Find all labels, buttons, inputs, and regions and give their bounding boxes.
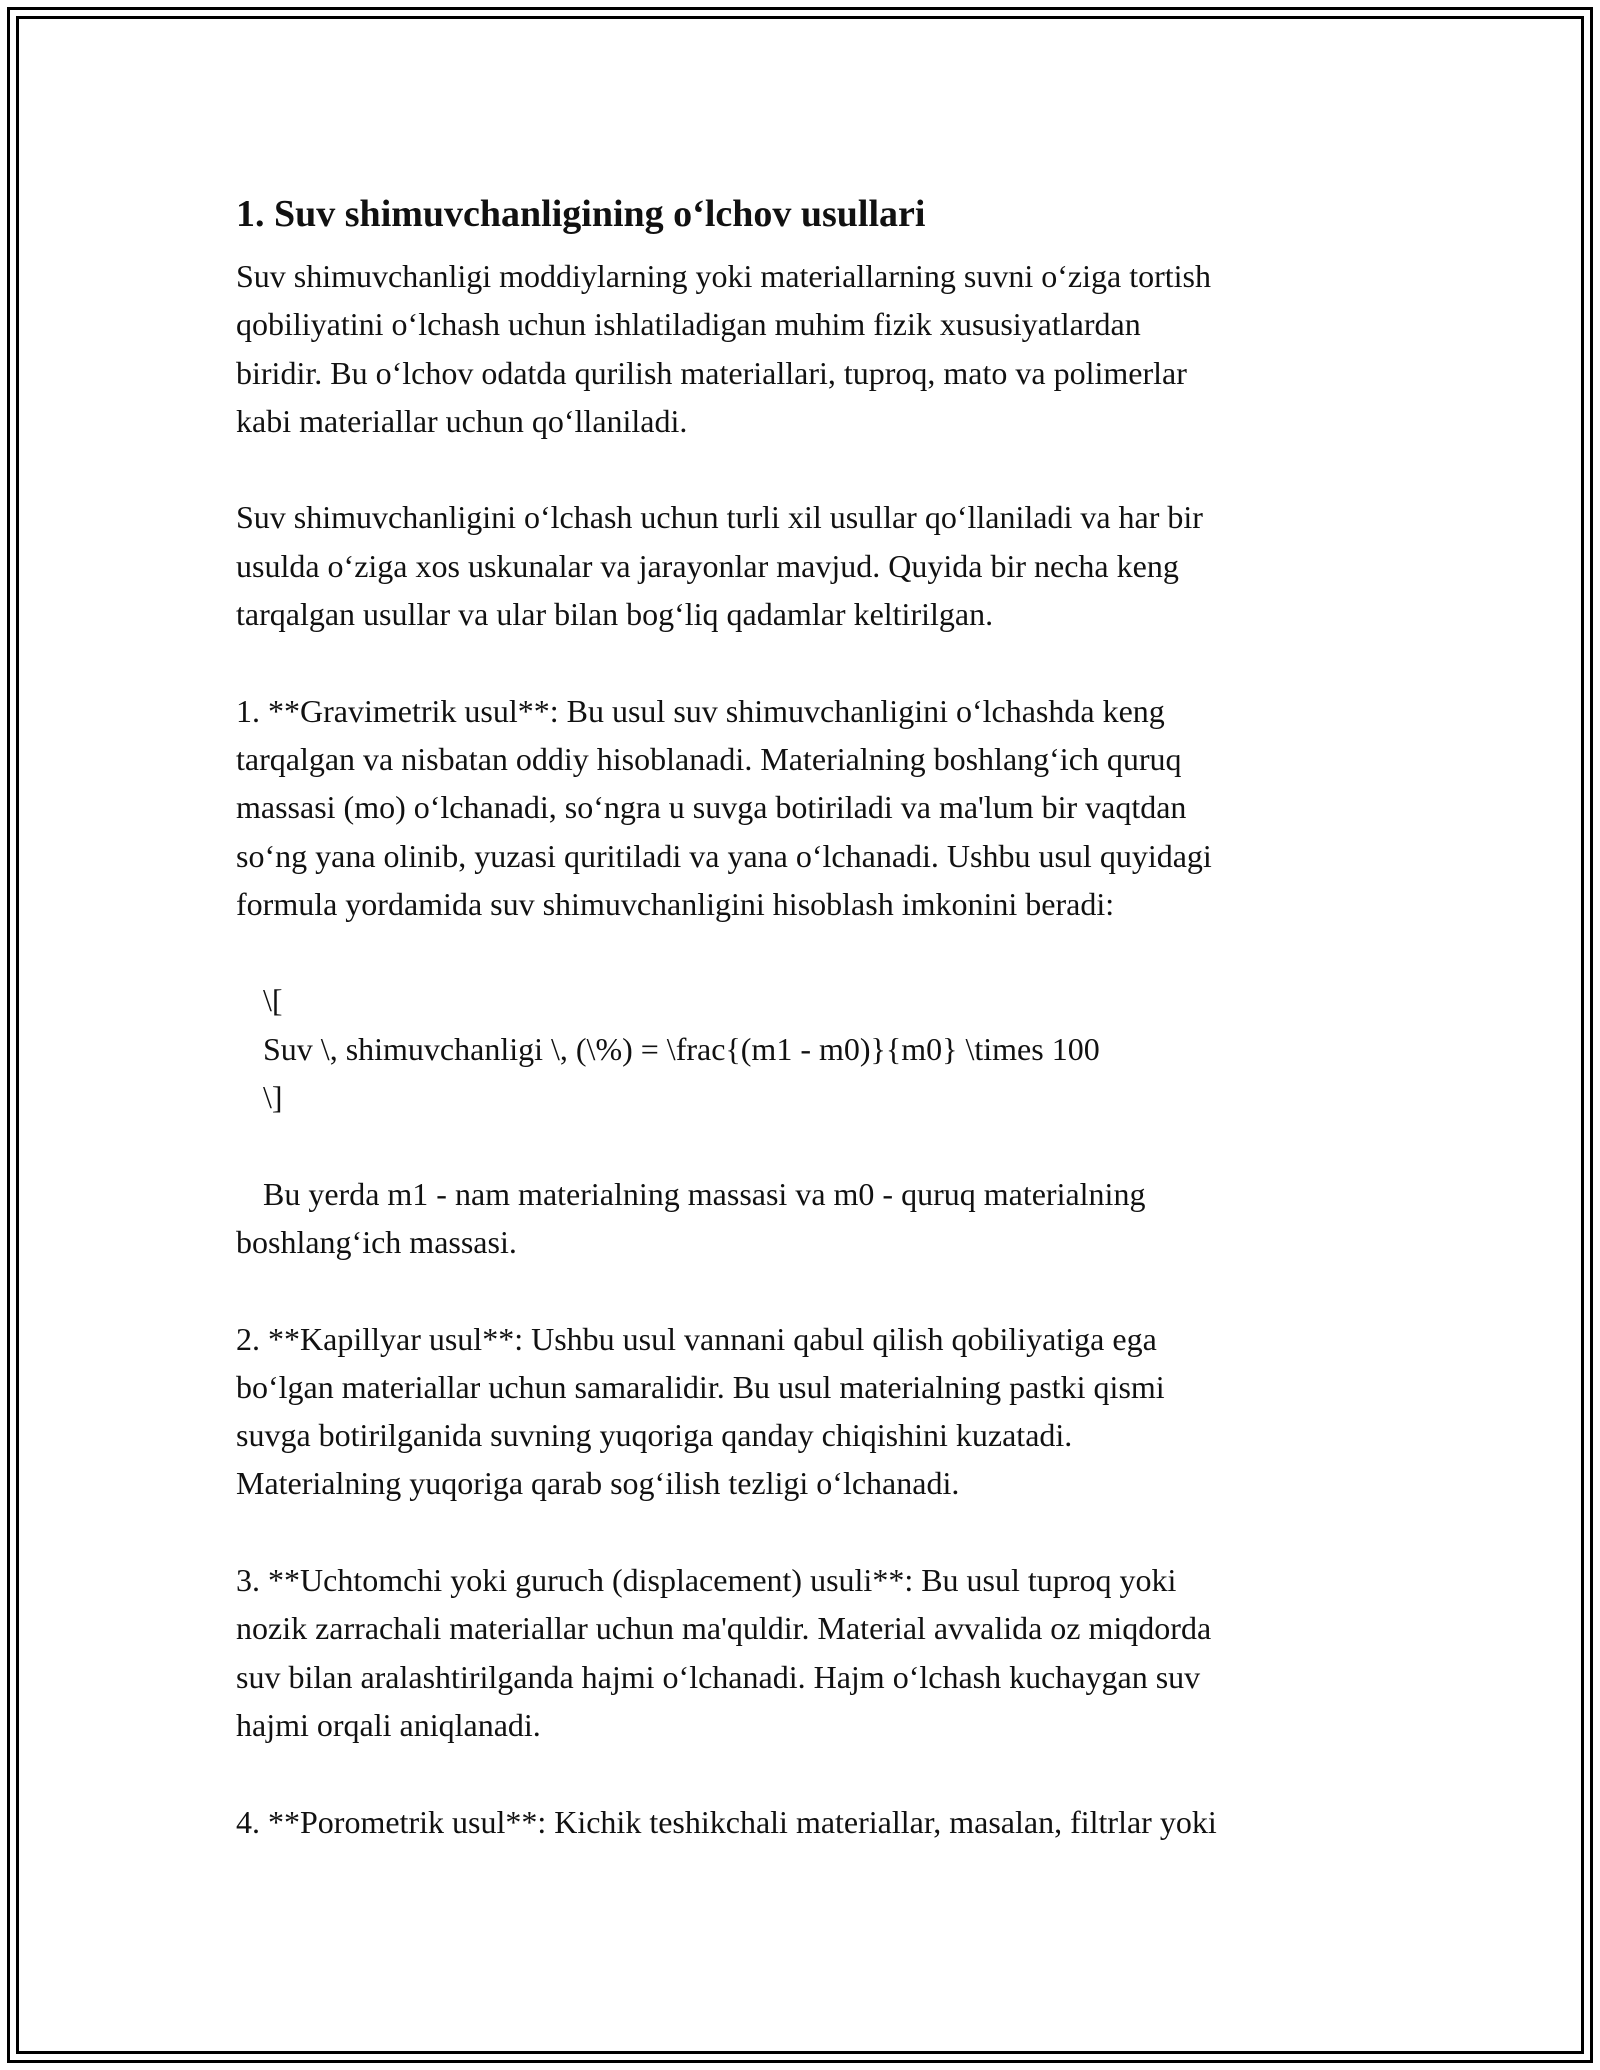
displacement-method-paragraph: 3. **Uchtomchi yoki guruch (displacement) usuli**: Bu usul tuproq yoki nozik zarrachali materiallar uchun ma'quldir. Material avvalida oz miqdorda suv bilan aralashtirilganda hajmi o‘lchanadi. Hajm o‘lchash kuchaygan suv hajmi orqali aniqlanadi. (236, 1562, 1212, 1743)
capillary-method-paragraph: 2. **Kapillyar usul**: Ushbu usul vannani qabul qilish qobiliyatiga ega bo‘lgan materiallar uchun samaralidir. Bu usul materialning pastki qismi suvga botirilganida suvning yuqoriga qanday chiqishini kuzatadi. Materialning yuqoriga qarab sog‘ilish tezligi o‘lchanadi. (236, 1320, 1165, 1502)
intro-paragraph: Suv shimuvchanligi moddiylarning yoki materiallarning suvni o‘ziga tortish qobiliyatini o‘lchash uchun ishlatiladigan muhim fizik xususiyatlardan biridir. Bu o‘lchov odatda qurilish materiallari, tuproq, mato va polimerlar kabi materiallar uchun qo‘llaniladi. (236, 258, 1211, 439)
formula-block: \[ Suv \, shimuvchanligi \, (\%) = \frac{(m1 - m0)}{m0} \times 100 \] (263, 982, 1100, 1116)
methods-overview-paragraph: Suv shimuvchanligini o‘lchash uchun turli xil usullar qo‘llaniladi va har bir usulda o‘ziga xos uskunalar va jarayonlar mavjud. Quyida bir necha keng tarqalgan usullar va ular bilan bog‘liq qadamlar keltirilgan. (236, 499, 1203, 633)
gravimetric-method-paragraph: 1. **Gravimetrik usul**: Bu usul suv shimuvchanligini o‘lchashda keng tarqalgan va nisbatan oddiy hisoblanadi. Materialning boshlang‘ich quruq massasi (mo) o‘lchanadi, so‘ngra u suvga botiriladi va ma'lum bir vaqtdan so‘ng yana olinib, yuzasi quritiladi va yana o‘lchanadi. Ushbu usul quyidagi formula yordamida suv shimuvchanligini hisoblash imkonini beradi: (236, 692, 1212, 922)
porometric-method-paragraph: 4. **Porometrik usul**: Kichik teshikchali materiallar, masalan, filtrlar yoki (236, 1803, 1217, 1840)
formula-note: Bu yerda m1 - nam materialning massasi va m0 - quruq materialning boshlang‘ich massasi. (236, 1175, 1146, 1260)
document-body (236, 186, 1386, 1846)
section-title: 1. Suv shimuvchanligining o‘lchov usullari (236, 193, 926, 235)
